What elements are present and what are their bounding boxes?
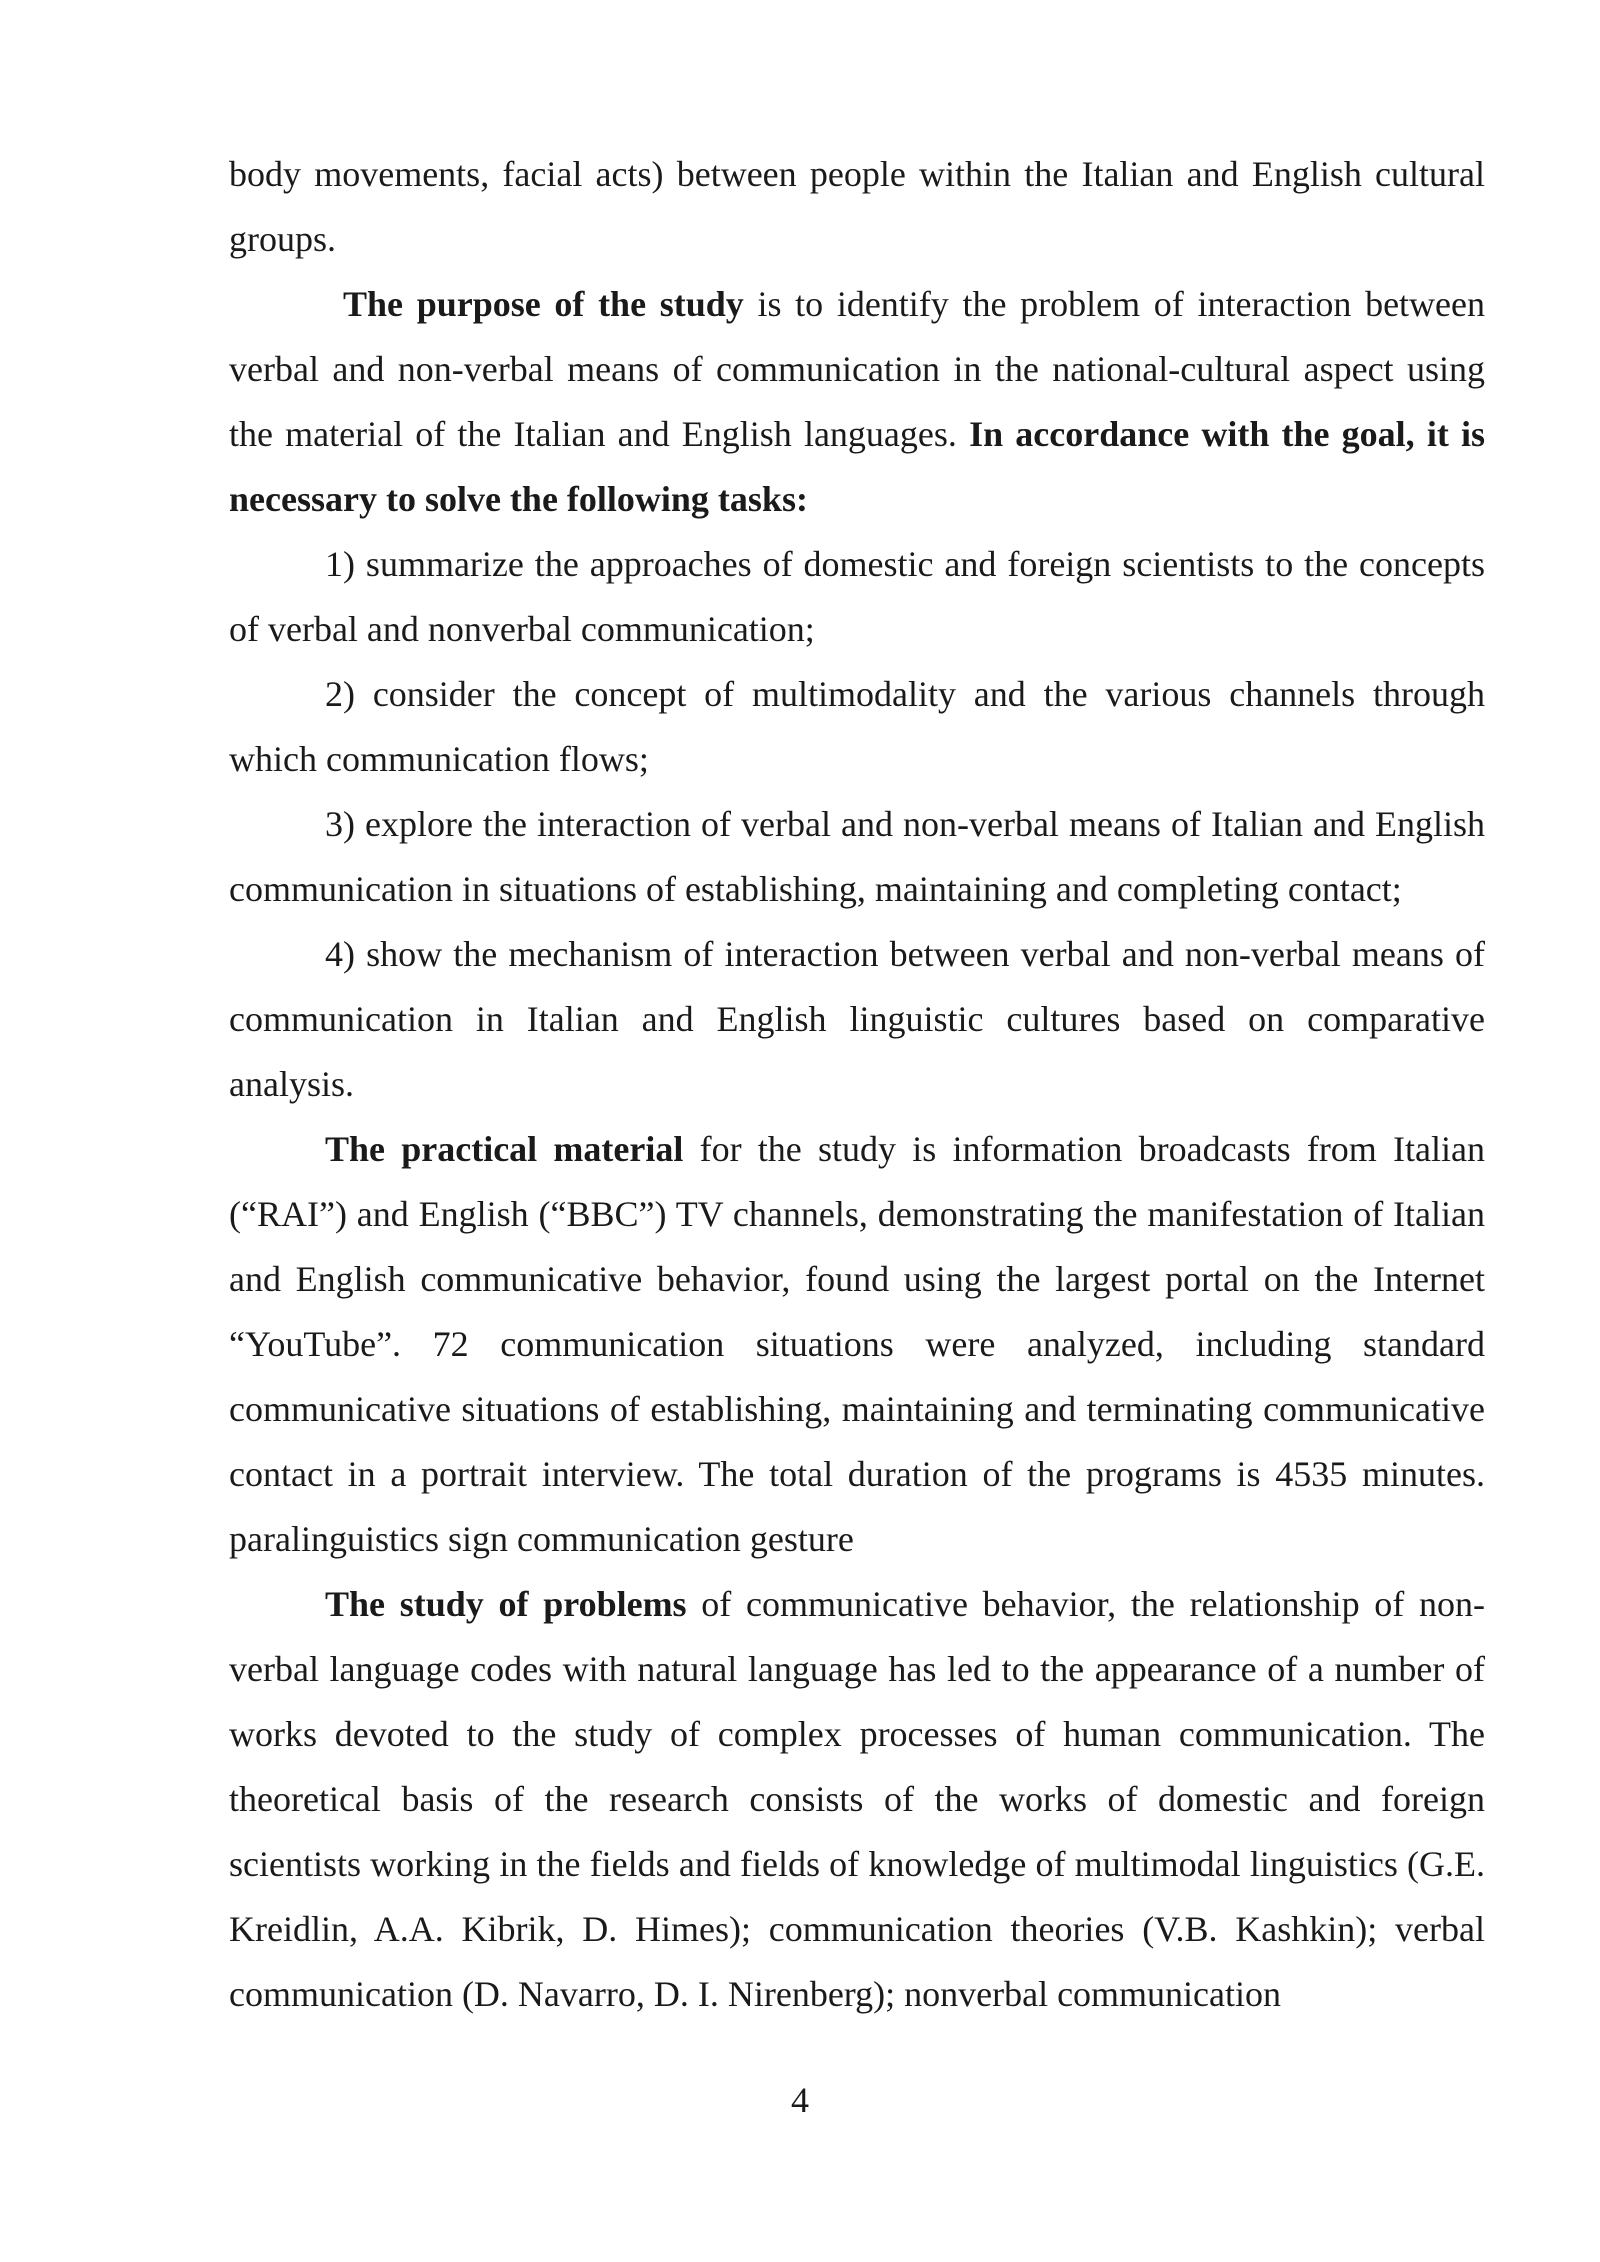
paragraph-continuation: [229, 142, 1485, 272]
page-number: 4: [791, 2080, 809, 2120]
paragraph-text: for the study is information broadcasts from Italian (“RAI”) and English (“BBC”) TV channels, demonstrating the manifestation of Italian and English communicative behavior, found using the largest portal on the Internet “YouTube”. 72 communication situations were analyzed, including standard communicative situations of establishing, maintaining and terminating communicative contact in a portrait interview. The total duration of the programs is 4535 minutes. paralinguistics sign communication gesture: [229, 1129, 1485, 1559]
body-text: [229, 142, 1485, 2027]
task-text: 3) explore the interaction of verbal and non-verbal means of Italian and English communication in situations of establishing, maintaining and completing contact;: [229, 804, 1485, 909]
task-item-3: [229, 792, 1485, 922]
task-item-1: [229, 532, 1485, 662]
paragraph-text: body movements, facial acts) between people within the Italian and English cultural groups.: [229, 154, 1485, 259]
task-text: 1) summarize the approaches of domestic and foreign scientists to the concepts of verbal and nonverbal communication;: [229, 544, 1485, 649]
paragraph-purpose: [229, 272, 1485, 532]
task-item-4: [229, 922, 1485, 1117]
task-text: 2) consider the concept of multimodality and the various channels through which communication flows;: [229, 674, 1485, 779]
study-of-problems-heading: The study of problems: [325, 1584, 687, 1624]
task-text: 4) show the mechanism of interaction between verbal and non-verbal means of communication in Italian and English linguistic cultures based on comparative analysis.: [229, 934, 1485, 1104]
paragraph-practical-material: [229, 1117, 1485, 1572]
paragraph-study-of-problems: [229, 1572, 1485, 2027]
paragraph-text: is to identify the problem of interaction between verbal and non-verbal means of communication in the national-cultural aspect using the material of the Italian and English languages.: [229, 284, 1486, 454]
tasks-intro: In accordance with the goal, it is necessary to solve the following tasks:: [229, 414, 1486, 519]
paragraph-text: of communicative behavior, the relationship of non-verbal language codes with natural language has led to the appearance of a number of works devoted to the study of complex processes of human communication. The theoretical basis of the research consists of the works of domestic and foreign scientists working in the fields and fields of knowledge of multimodal linguistics (G.E. Kreidlin, A.A. Kibrik, D. Himes); communication theories (V.B. Kashkin); verbal communication (D. Navarro, D. I. Nirenberg); nonverbal communication: [229, 1584, 1486, 2014]
task-item-2: [229, 662, 1485, 792]
purpose-heading: The purpose of the study: [343, 284, 744, 324]
practical-material-heading: The practical material: [325, 1129, 684, 1169]
